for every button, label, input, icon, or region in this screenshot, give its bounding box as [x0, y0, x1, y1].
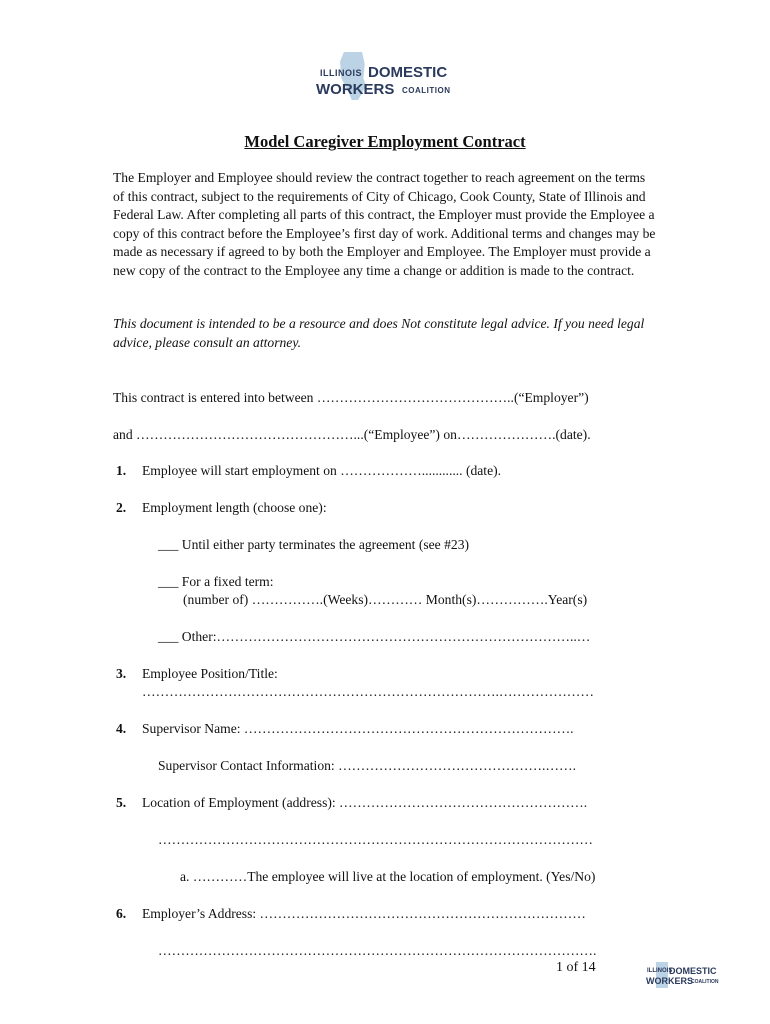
item-2: [116, 500, 327, 516]
item-1-text: Employee will start employment on ………………............ (date).: [142, 463, 502, 478]
logo-illinois: ILLINOIS: [320, 68, 362, 78]
item-3-number: 3.: [116, 666, 127, 681]
item-1-number: 1.: [116, 463, 127, 478]
item-6: [116, 906, 586, 922]
item-5a: a. …………The employee will live at the location of employment. (Yes/No): [180, 869, 596, 884]
footer-logo-coalition: COALITION: [691, 979, 719, 985]
option-other: ___ Other:……………………………………………………………………..…: [158, 629, 591, 644]
item-3-text: Employee Position/Title:: [142, 666, 278, 681]
supervisor-contact: Supervisor Contact Information: ……………………………………….…….: [158, 758, 576, 773]
disclaimer-paragraph: This document is intended to be a resource and does Not constitute legal advice. If you need legal advice, please consult an attorney.: [113, 316, 645, 350]
logo-workers: WORKERS: [316, 81, 395, 98]
item-5-number: 5.: [116, 795, 127, 810]
footer-logo-domestic: DOMESTIC: [669, 966, 717, 976]
item-6-text: Employer’s Address: ………………………………………………………………: [142, 906, 586, 921]
footer-logo: [646, 962, 722, 988]
footer-logo-workers: WORKERS: [646, 976, 693, 986]
item-6-blank: …………………………………………………………………………………….: [158, 943, 597, 958]
item-3: [116, 666, 278, 682]
option-fixed-detail: (number of) …………….(Weeks)………… Month(s)…………….Year(s): [183, 592, 588, 607]
option-fixed: ___ For a fixed term:: [158, 574, 274, 589]
item-4: [116, 721, 574, 737]
page-number: 1 of 14: [556, 960, 596, 975]
logo-domestic: DOMESTIC: [368, 64, 448, 81]
and-line: and …………………………………………...(“Employee”) on………………….(date).: [113, 427, 591, 442]
entered-line: This contract is entered into between ……………………………………..(“Employer”): [113, 390, 589, 405]
idwc-logo: [314, 52, 464, 100]
option-until: ___ Until either party terminates the agreement (see #23): [158, 537, 470, 552]
item-6-number: 6.: [116, 906, 127, 921]
item-4-text: Supervisor Name: ……………………………………………………………….: [142, 721, 574, 736]
item-5: [116, 795, 587, 811]
item-4-number: 4.: [116, 721, 127, 736]
item-2-text: Employment length (choose one):: [142, 500, 327, 515]
item-5-text: Location of Employment (address): ……………………………………………….: [142, 795, 588, 810]
item-1: [116, 463, 501, 479]
intro-paragraph: The Employer and Employee should review the contract together to reach agreement on the terms of this contract, subject to the requirements of City of Chicago, Cook County, State of Illinois and Federal Law. After completing all parts of this contract, the Employer must provide the Employee a copy of this contract before the Employee’s first day of work. Additional terms and changes may be made as necessary if agreed to by both the Employer and Employee. The Employer must provide a new copy of the contract to the Employee any time a change or addition is made to the contract.: [113, 170, 656, 278]
document-title: Model Caregiver Employment Contract: [244, 132, 526, 151]
logo-coalition: COALITION: [402, 86, 451, 95]
item-5-blank: ……………………………………………………………………………………: [158, 832, 593, 847]
item-3-blank: …………………………………………………………………….…………………: [142, 684, 594, 699]
footer-logo-illinois: ILLINOIS: [647, 968, 673, 974]
item-2-number: 2.: [116, 500, 127, 515]
